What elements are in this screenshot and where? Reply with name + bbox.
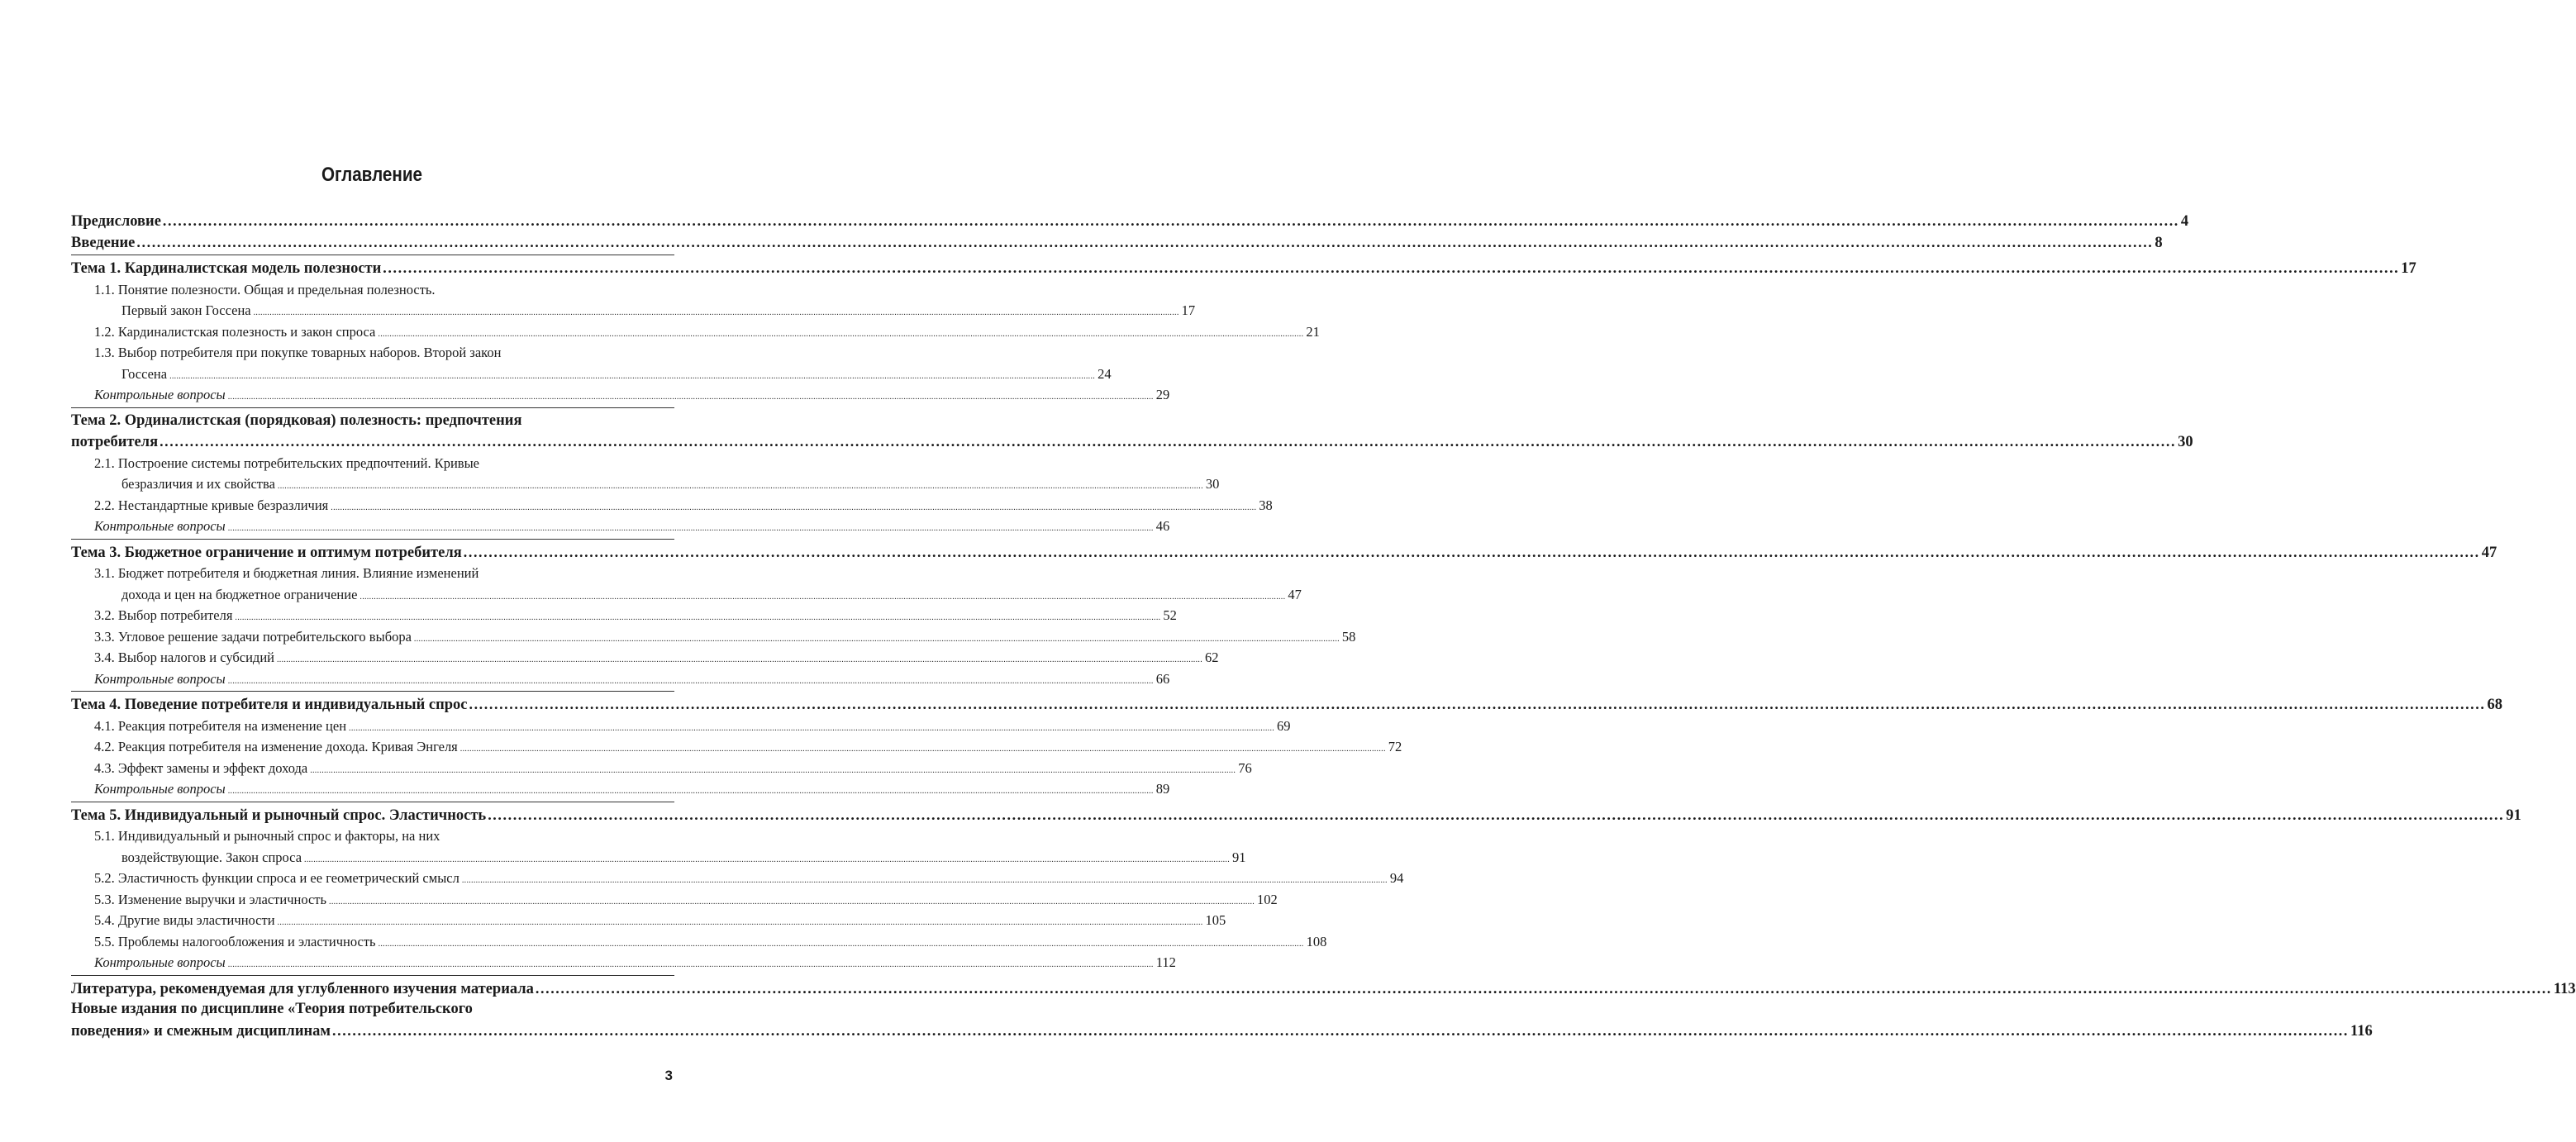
dot-leader: ................................................................................................................................................................................................................................................................................................................................................................................................................: [461, 876, 1388, 885]
entry-row: [94, 584, 1302, 606]
entry-page: 94: [1389, 870, 1404, 886]
entry-title: 5.4. Другие виды эластичности: [94, 912, 275, 928]
topic-section: [71, 805, 2521, 976]
subsection-entry: [71, 321, 1320, 343]
topic-section: [71, 542, 2497, 692]
entry-title: дохода и цен на бюджетное ограничение: [121, 586, 358, 602]
entry-page: 38: [1259, 497, 1273, 513]
entry-page: 8: [2155, 234, 2163, 251]
dot-leader: ................................................................................................................................................................................................................................................................................................................................................................................................................: [227, 393, 1154, 402]
entry-row: [71, 978, 2576, 1000]
dot-leader: ................................................................................................................................................................................................................................................................................................................................................................................................................: [378, 329, 1304, 339]
topic-section: [71, 411, 2193, 540]
entry-row: [94, 321, 1320, 343]
entry-row: [71, 211, 2189, 232]
entry-title: Первый закон Госсена: [121, 302, 251, 318]
control-questions-entry: [71, 669, 1170, 690]
entry-row: [94, 889, 1278, 911]
entry-title-line: 1.3. Выбор потребителя при покупке товарных наборов. Второй закон: [94, 345, 502, 360]
entry-page: 105: [1205, 912, 1226, 928]
dot-leader: ................................................................................................................................................................................................................................................................................................................................................................................................................: [227, 960, 1154, 969]
subsection-entry: [71, 342, 1112, 384]
entry-row: [94, 300, 1196, 321]
entry-title: потребителя: [71, 434, 159, 450]
entry-page: 69: [1277, 717, 1291, 734]
entry-page: 66: [1155, 670, 1170, 687]
entry-title: 3.2. Выбор потребителя: [94, 607, 233, 623]
entry-row: [94, 647, 1219, 669]
entry-title-line: 2.1. Построение системы потребительских предпочтений. Кривые: [94, 454, 479, 471]
entry-row: [94, 847, 1246, 868]
subsection-entry: [71, 868, 1404, 889]
entry-title: воздействующие. Закон спроса: [121, 849, 302, 865]
entry-title: Тема 5. Индивидуальный и рыночный спрос. Эластичность: [71, 807, 487, 824]
dot-leader: ................................................................................................................................................................................................................................................................................................................................................................................................................: [331, 502, 1257, 512]
control-questions-entry: [71, 384, 1170, 406]
dot-leader: ................................................................................................................................................................................................................................................................................................................................................................................................................: [160, 433, 2177, 450]
entry-title-line: Новые издания по дисциплине «Теория потребительского: [71, 1001, 473, 1017]
entry-page: 4: [2180, 213, 2189, 230]
entry-page: 76: [1238, 759, 1252, 776]
entry-page: 58: [1341, 628, 1356, 645]
dot-leader: ................................................................................................................................................................................................................................................................................................................................................................................................................: [469, 696, 2486, 712]
entry-title: Тема 4. Поведение потребителя и индивидуальный спрос: [71, 697, 468, 713]
entry-page: 108: [1306, 933, 1327, 949]
control-questions-entry: [71, 778, 1170, 800]
subsection-entry: [71, 279, 1196, 321]
subsection-entry: [71, 605, 1177, 626]
entry-row: [94, 669, 1170, 690]
subsection-entry: [71, 736, 1402, 758]
subsection-entry: [71, 826, 1246, 868]
entry-title: Предисловие: [71, 213, 161, 230]
toc-entry: [71, 978, 2576, 1000]
entry-title: 3.3. Угловое решение задачи потребительского выбора: [94, 628, 412, 645]
entry-row: [94, 931, 1327, 953]
entry-title: Контрольные вопросы: [94, 387, 226, 402]
dot-leader: ................................................................................................................................................................................................................................................................................................................................................................................................................: [459, 745, 1386, 754]
entry-row: [71, 258, 2416, 279]
dot-leader: ................................................................................................................................................................................................................................................................................................................................................................................................................: [277, 655, 1202, 664]
toc-entry: [71, 211, 2189, 232]
dot-leader: ................................................................................................................................................................................................................................................................................................................................................................................................................: [413, 634, 1340, 644]
dot-leader: ................................................................................................................................................................................................................................................................................................................................................................................................................: [235, 613, 1161, 622]
dot-leader: ................................................................................................................................................................................................................................................................................................................................................................................................................: [359, 592, 1286, 602]
entry-row: [94, 605, 1177, 626]
entry-page: 112: [1155, 954, 1176, 970]
topic-heading: [71, 258, 2416, 279]
entry-row: [71, 232, 2163, 254]
entry-title-line: 1.1. Понятие полезности. Общая и предельная полезность.: [94, 281, 436, 297]
dot-leader: ................................................................................................................................................................................................................................................................................................................................................................................................................: [304, 854, 1231, 864]
entry-row: [71, 805, 2521, 826]
dot-leader: ................................................................................................................................................................................................................................................................................................................................................................................................................: [253, 308, 1179, 317]
entry-title: 3.4. Выбор налогов и субсидий: [94, 650, 274, 665]
entry-page: 17: [1181, 302, 1196, 318]
entry-page: 46: [1155, 518, 1170, 534]
subsection-entry: [71, 758, 1252, 779]
entry-row: [94, 758, 1252, 779]
entry-title: 4.2. Реакция потребителя на изменение дохода. Кривая Энгеля: [94, 739, 458, 754]
toc-entry: [71, 999, 2373, 1041]
entry-row: [94, 473, 1220, 495]
entry-page: 47: [1288, 586, 1302, 602]
table-of-contents: [71, 211, 2576, 1044]
entry-title: Контрольные вопросы: [94, 518, 226, 534]
page-number: 3: [664, 1068, 673, 1083]
entry-title: 4.1. Реакция потребителя на изменение цен: [94, 717, 347, 734]
entry-row: [71, 694, 2502, 716]
dot-leader: ................................................................................................................................................................................................................................................................................................................................................................................................................: [162, 212, 2179, 229]
entry-row: [94, 495, 1273, 516]
entry-row: [71, 1021, 2373, 1042]
topic-section: [71, 694, 2502, 802]
entry-title: Контрольные вопросы: [94, 954, 226, 970]
entry-title-line: 3.1. Бюджет потребителя и бюджетная линия. Влияние изменений: [94, 565, 479, 581]
dot-leader: ................................................................................................................................................................................................................................................................................................................................................................................................................: [378, 939, 1304, 949]
dot-leader: ................................................................................................................................................................................................................................................................................................................................................................................................................: [349, 723, 1275, 733]
dot-leader: ................................................................................................................................................................................................................................................................................................................................................................................................................: [463, 543, 2480, 560]
back-matter: [71, 978, 2576, 1042]
entry-title: безразличия и их свойства: [121, 476, 275, 492]
dot-leader: ................................................................................................................................................................................................................................................................................................................................................................................................................: [136, 233, 2154, 250]
front-matter: [71, 211, 2189, 255]
entry-title: 1.2. Кардиналистская полезность и закон спроса: [94, 323, 376, 340]
entry-title: поведения» и смежным дисциплинам: [71, 1022, 331, 1040]
subsection-entry: [71, 647, 1219, 669]
subsection-entry: [71, 626, 1356, 648]
dot-leader: ................................................................................................................................................................................................................................................................................................................................................................................................................: [227, 676, 1154, 686]
subsection-entry: [71, 910, 1226, 931]
subsection-entry: [71, 495, 1273, 516]
dot-leader: ................................................................................................................................................................................................................................................................................................................................................................................................................: [169, 371, 1096, 381]
subsection-entry: [71, 931, 1327, 953]
dot-leader: ................................................................................................................................................................................................................................................................................................................................................................................................................: [277, 918, 1203, 927]
dot-leader: ................................................................................................................................................................................................................................................................................................................................................................................................................: [535, 979, 2552, 997]
topic-heading: [71, 805, 2521, 826]
entry-title: Введение: [71, 234, 136, 251]
entry-row: [94, 952, 1176, 973]
entry-title: 5.2. Эластичность функции спроса и ее геометрический смысл: [94, 870, 459, 886]
entry-row: [94, 778, 1170, 800]
entry-title: 5.3. Изменение выручки и эластичность: [94, 891, 327, 907]
topic-section: [71, 258, 2416, 408]
control-questions-entry: [71, 516, 1170, 537]
dot-leader: ................................................................................................................................................................................................................................................................................................................................................................................................................: [332, 1021, 2349, 1039]
entry-page: 21: [1306, 323, 1320, 340]
dot-leader: ................................................................................................................................................................................................................................................................................................................................................................................................................: [310, 765, 1236, 775]
entry-page: 62: [1205, 650, 1219, 665]
entry-row: [94, 910, 1226, 931]
dot-leader: ................................................................................................................................................................................................................................................................................................................................................................................................................: [277, 482, 1203, 491]
entry-title: Тема 1. Кардиналистская модель полезности: [71, 260, 382, 277]
topic-heading: [71, 542, 2497, 564]
entry-title: Госсена: [121, 365, 168, 382]
entry-title: 4.3. Эффект замены и эффект дохода: [94, 759, 308, 776]
entry-row: [94, 736, 1402, 758]
entry-title-line: Тема 2. Ординалистская (порядковая) полезность: предпочтения: [71, 412, 522, 429]
entry-row: [71, 431, 2193, 453]
entry-title: Контрольные вопросы: [94, 670, 226, 687]
entry-row: [94, 384, 1170, 406]
entry-title: Литература, рекомендуемая для углубленного изучения материала: [71, 980, 534, 997]
entry-row: [71, 542, 2497, 564]
entry-page: 102: [1257, 891, 1278, 907]
entry-title: Тема 3. Бюджетное ограничение и оптимум потребителя: [71, 544, 462, 561]
subsection-entry: [71, 716, 1291, 737]
dot-leader: ................................................................................................................................................................................................................................................................................................................................................................................................................: [227, 524, 1154, 533]
page-title: Оглавление: [321, 164, 423, 186]
entry-page: 29: [1155, 387, 1170, 402]
entry-title: 2.2. Нестандартные кривые безразличия: [94, 497, 329, 513]
entry-page: 113: [2553, 980, 2576, 997]
topic-heading: [71, 411, 2193, 453]
entry-title: 5.5. Проблемы налогообложения и эластичность: [94, 933, 376, 949]
entry-page: 30: [2178, 434, 2193, 450]
dot-leader: ................................................................................................................................................................................................................................................................................................................................................................................................................: [383, 259, 2400, 276]
entry-page: 116: [2350, 1022, 2373, 1040]
entry-page: 47: [2481, 544, 2497, 561]
entry-page: 72: [1388, 739, 1402, 754]
dot-leader: ................................................................................................................................................................................................................................................................................................................................................................................................................: [488, 806, 2505, 823]
entry-page: 52: [1163, 607, 1177, 623]
toc-entry: [71, 232, 2163, 254]
entry-page: 24: [1098, 365, 1112, 382]
entry-row: [94, 868, 1404, 889]
entry-row: [94, 716, 1291, 737]
entry-title: Контрольные вопросы: [94, 781, 226, 797]
entry-row: [94, 626, 1356, 648]
dot-leader: ................................................................................................................................................................................................................................................................................................................................................................................................................: [227, 787, 1154, 796]
entry-page: 91: [1232, 849, 1246, 865]
entry-page: 68: [2487, 697, 2502, 713]
entry-row: [94, 364, 1112, 385]
subsection-entry: [71, 889, 1278, 911]
dot-leader: ................................................................................................................................................................................................................................................................................................................................................................................................................: [329, 897, 1255, 906]
control-questions-entry: [71, 952, 1176, 973]
topic-heading: [71, 694, 2502, 716]
subsection-entry: [71, 563, 1302, 605]
entry-page: 89: [1155, 781, 1170, 797]
entry-row: [94, 516, 1170, 537]
entry-title-line: 5.1. Индивидуальный и рыночный спрос и факторы, на них: [94, 828, 440, 844]
entry-page: 17: [2401, 260, 2416, 277]
subsection-entry: [71, 453, 1220, 495]
entry-page: 91: [2506, 807, 2521, 824]
entry-page: 30: [1205, 476, 1220, 492]
